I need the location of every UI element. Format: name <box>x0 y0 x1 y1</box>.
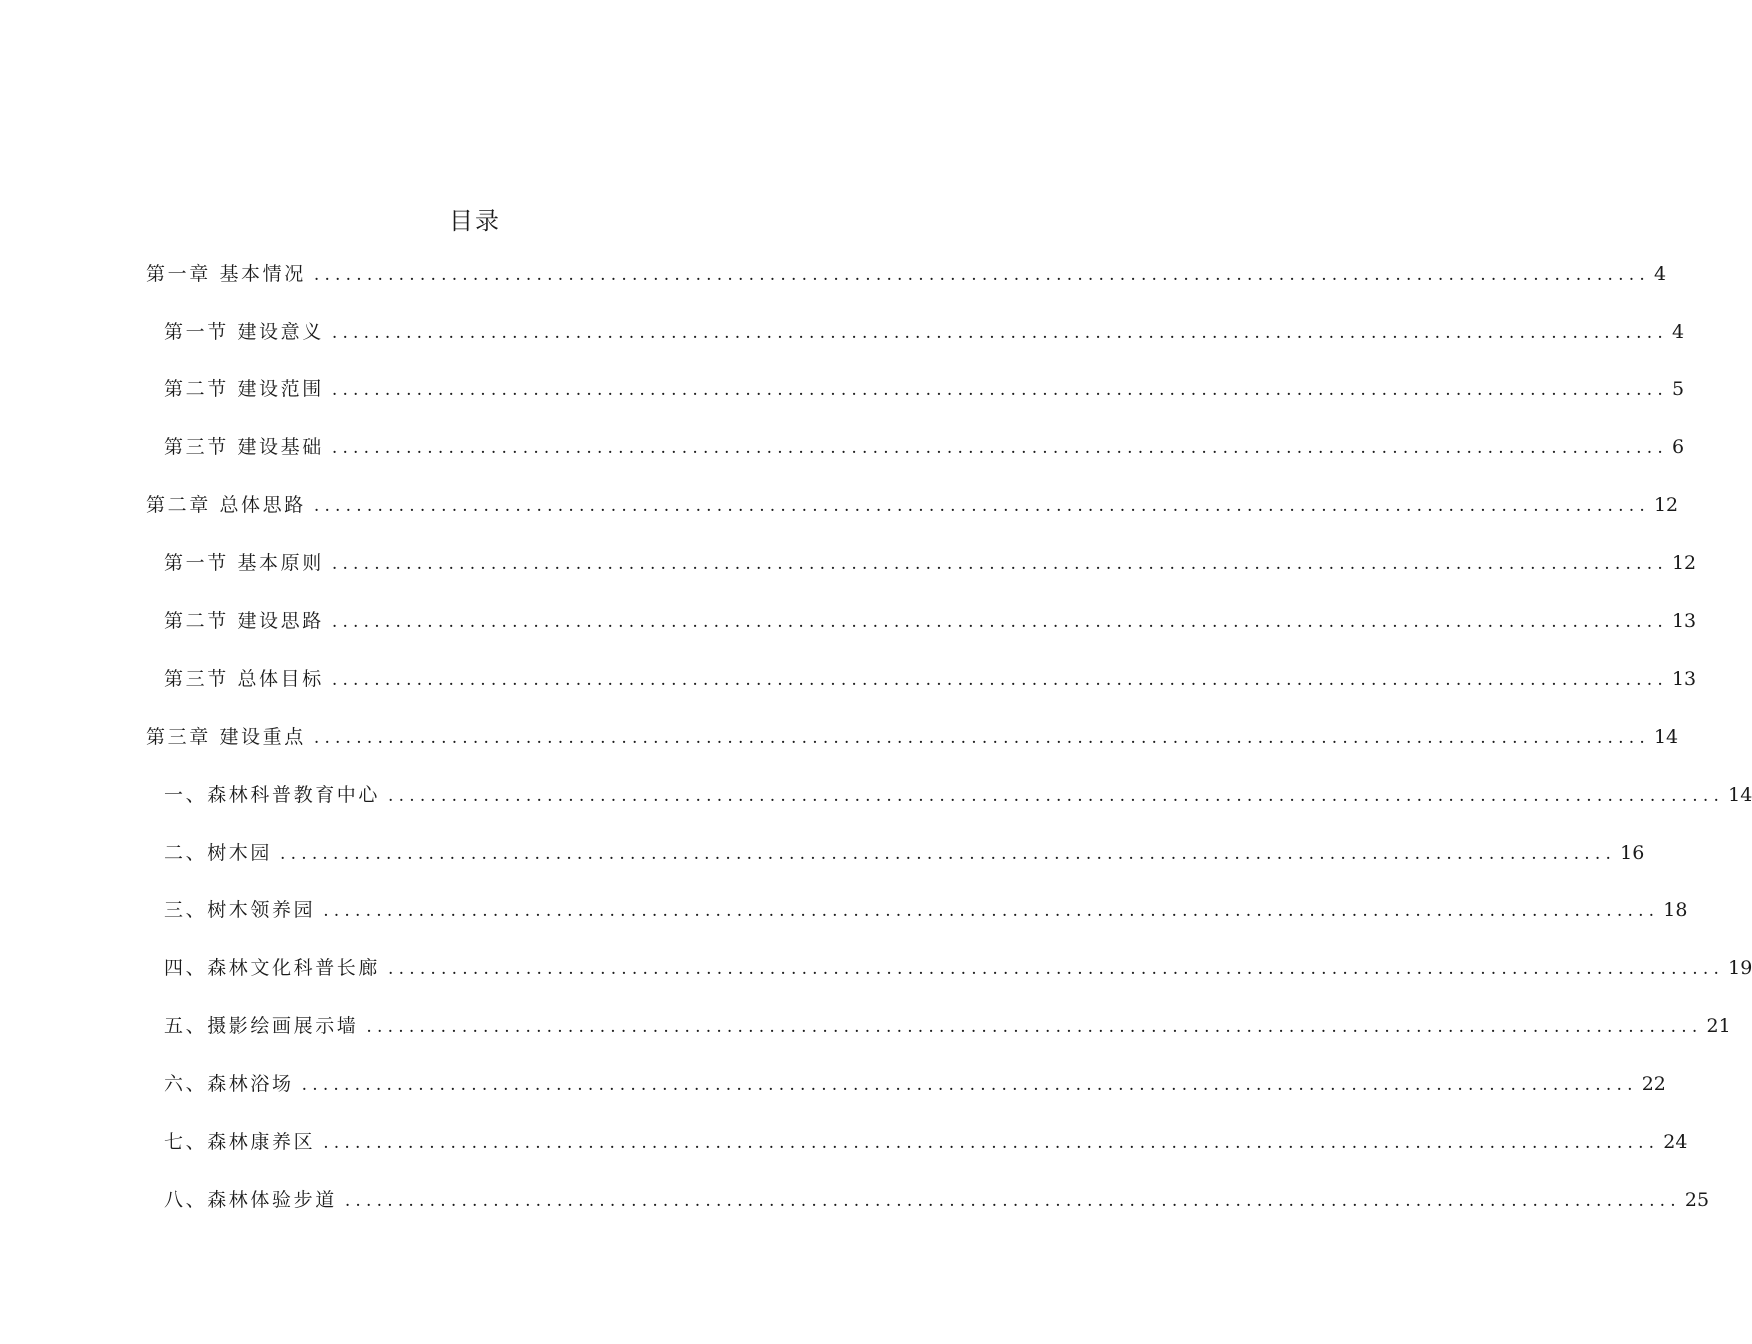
toc-leader-dots: .............................................................................................................................. <box>331 612 1668 632</box>
toc-leader-dots: .............................................................................................................................. <box>313 728 1650 748</box>
toc-leader-dots: .............................................................................................................................. <box>331 554 1668 574</box>
toc-page-number: 21 <box>1706 1015 1731 1037</box>
toc-entry-section[interactable] <box>164 950 1752 986</box>
toc-page-number: 4 <box>1671 321 1685 343</box>
toc-entry-section[interactable] <box>164 1066 1666 1102</box>
toc-leader-dots: .............................................................................................................................. <box>344 1191 1681 1211</box>
toc-entry-section[interactable] <box>164 1182 1710 1218</box>
toc-entry-section[interactable] <box>164 371 1685 407</box>
toc-page-number: 16 <box>1620 842 1645 864</box>
toc-entry-section[interactable] <box>164 661 1697 697</box>
toc-entry-text: 六、森林浴场 <box>164 1073 294 1095</box>
toc-entry-text: 第一节 建设意义 <box>164 321 324 343</box>
toc-entry-text: 第三章 建设重点 <box>146 726 306 748</box>
toc-page-number: 4 <box>1653 263 1667 285</box>
toc-entry-text: 五、摄影绘画展示墙 <box>164 1015 359 1037</box>
toc-leader-dots: .............................................................................................................................. <box>323 901 1660 921</box>
toc-leader-dots: .............................................................................................................................. <box>388 959 1725 979</box>
toc-entry-text: 第二节 建设范围 <box>164 378 324 400</box>
toc-entry-section[interactable] <box>164 777 1752 813</box>
toc-entry-text: 第一章 基本情况 <box>146 263 306 285</box>
toc-page-number: 5 <box>1671 378 1685 400</box>
toc-entry-section[interactable] <box>164 835 1645 871</box>
toc-leader-dots: .............................................................................................................................. <box>331 380 1668 400</box>
toc-entry-text: 第三节 建设基础 <box>164 436 324 458</box>
toc-entry-text: 八、森林体验步道 <box>164 1189 337 1211</box>
toc-page-number: 19 <box>1728 957 1752 979</box>
toc-page-number: 12 <box>1653 494 1679 516</box>
toc-entry-text: 四、森林文化科普长廊 <box>164 957 381 979</box>
toc-page-number: 14 <box>1653 726 1679 748</box>
toc-entry-text: 一、森林科普教育中心 <box>164 784 381 806</box>
toc-entry-text: 七、森林康养区 <box>164 1131 316 1153</box>
toc-page-number: 12 <box>1671 552 1697 574</box>
toc-title: 目录 <box>449 207 501 235</box>
toc-leader-dots: .............................................................................................................................. <box>366 1017 1703 1037</box>
toc-entry-text: 第一节 基本原则 <box>164 552 324 574</box>
toc-page-number: 14 <box>1728 784 1752 806</box>
toc-entry-section[interactable] <box>164 1124 1688 1160</box>
toc-page-number: 25 <box>1684 1189 1710 1211</box>
toc-leader-dots: .............................................................................................................................. <box>313 496 1650 516</box>
toc-leader-dots: .............................................................................................................................. <box>331 323 1668 343</box>
toc-leader-dots: .............................................................................................................................. <box>323 1133 1660 1153</box>
toc-entry-text: 第二节 建设思路 <box>164 610 324 632</box>
toc-entry-text: 第二章 总体思路 <box>146 494 306 516</box>
toc-page-number: 13 <box>1671 668 1697 690</box>
toc-entry-text: 第三节 总体目标 <box>164 668 324 690</box>
toc-entry-section[interactable] <box>164 603 1697 639</box>
toc-entry-chapter-2[interactable] <box>146 487 1679 523</box>
toc-page-number: 24 <box>1663 1131 1688 1153</box>
toc-entry-text: 二、树木园 <box>164 842 273 864</box>
toc-page-number: 13 <box>1671 610 1697 632</box>
toc-entry-section[interactable] <box>164 545 1697 581</box>
toc-entry-section[interactable] <box>164 892 1688 928</box>
toc-leader-dots: .............................................................................................................................. <box>331 670 1668 690</box>
toc-entry-chapter-3[interactable] <box>146 719 1679 755</box>
toc-leader-dots: .............................................................................................................................. <box>331 438 1668 458</box>
toc-leader-dots: .............................................................................................................................. <box>280 844 1617 864</box>
toc-entry-section[interactable] <box>164 314 1685 350</box>
toc-entry-section[interactable] <box>164 1008 1731 1044</box>
toc-page-number: 18 <box>1663 899 1688 921</box>
toc-leader-dots: .............................................................................................................................. <box>388 786 1725 806</box>
toc-leader-dots: .............................................................................................................................. <box>301 1075 1638 1095</box>
toc-leader-dots: .............................................................................................................................. <box>313 265 1650 285</box>
toc-entry-chapter-1[interactable] <box>146 256 1667 292</box>
toc-page-number: 6 <box>1671 436 1685 458</box>
toc-entry-section[interactable] <box>164 429 1685 465</box>
toc-page-number: 22 <box>1641 1073 1666 1095</box>
toc-entry-text: 三、树木领养园 <box>164 899 316 921</box>
